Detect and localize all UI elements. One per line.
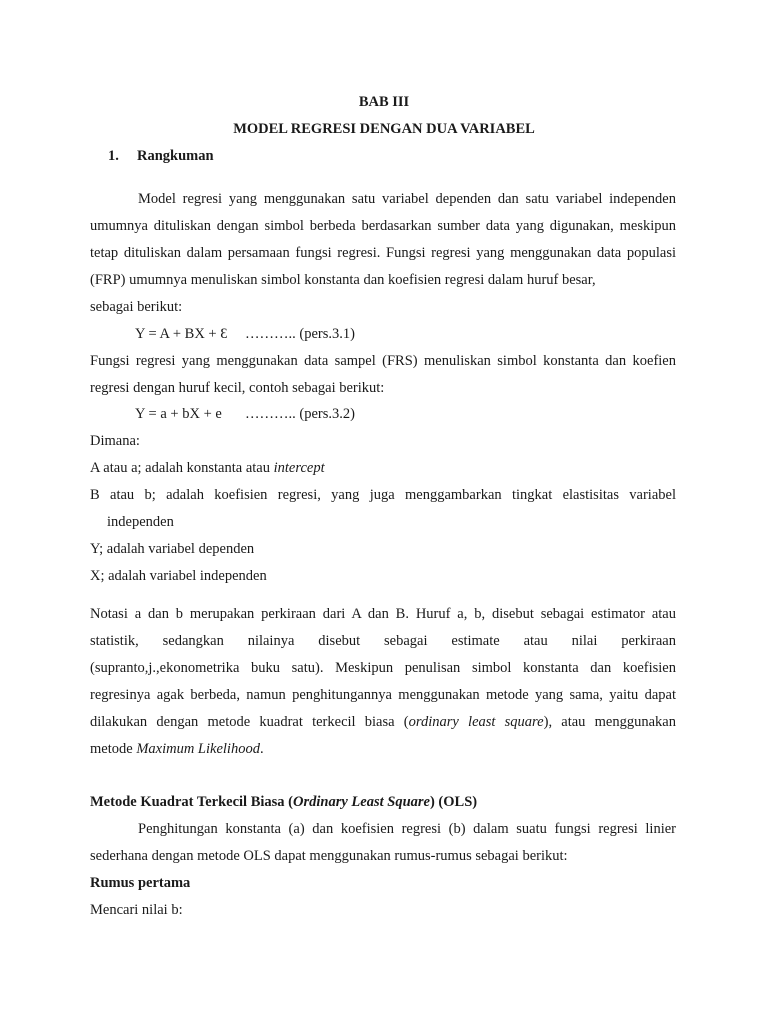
def-a: A atau a; adalah konstanta atau intercept: [90, 460, 325, 476]
para3-line3: (supranto,j.,ekonometrika buku satu). Meskipun penulisan simbol konstanta dan koefisien: [90, 660, 676, 676]
para2-line2: regresi dengan huruf kecil, contoh sebagai berikut:: [90, 380, 385, 396]
para3-line4: regresinya agak berbeda, namun penghitungannya menggunakan metode yang sama, yaitu dapat: [90, 687, 676, 703]
para1-line1: Model regresi yang menggunakan satu variabel dependen dan satu variabel independen: [138, 191, 676, 207]
para3-line5: dilakukan dengan metode kuadrat terkecil biasa (ordinary least square), atau menggunakan: [90, 714, 676, 730]
rumus-heading: Rumus pertama: [90, 875, 191, 891]
equation-1: Y = A + BX + Ɛ: [135, 326, 228, 342]
ols-line2: sederhana dengan metode OLS dapat menggunakan rumus-rumus sebagai berikut:: [90, 848, 568, 864]
para3-line6: metode Maximum Likelihood.: [90, 741, 264, 757]
def-y: Y; adalah variabel dependen: [90, 541, 255, 557]
para3-line1: Notasi a dan b merupakan perkiraan dari A dan B. Huruf a, b, disebut sebagai estimator atau: [90, 606, 676, 622]
rumus-line1: Mencari nilai b:: [90, 902, 183, 918]
equation-2: Y = a + bX + e: [135, 406, 222, 422]
equation-2-ref: ……….. (pers.3.2): [245, 406, 355, 422]
def-b-line2: independen: [107, 514, 174, 530]
chapter-title: MODEL REGRESI DENGAN DUA VARIABEL: [233, 121, 535, 137]
section-title: Rangkuman: [137, 148, 214, 164]
ols-heading: Metode Kuadrat Terkecil Biasa (Ordinary Least Square) (OLS): [90, 794, 478, 810]
chapter-heading: BAB III: [358, 94, 410, 110]
para2-line1: Fungsi regresi yang menggunakan data sampel (FRS) menuliskan simbol konstanta dan koefien: [90, 353, 676, 369]
equation-1-ref: ……….. (pers.3.1): [245, 326, 355, 342]
para1-line3: tetap dituliskan dalam persamaan fungsi regresi. Fungsi regresi yang menggunakan data populasi: [90, 245, 676, 261]
def-x: X; adalah variabel independen: [90, 568, 267, 584]
ols-line1: Penghitungan konstanta (a) dan koefisien regresi (b) dalam suatu fungsi regresi linier: [138, 821, 676, 837]
para1-line4: (FRP) umumnya menuliskan simbol konstanta dan koefisien regresi dalam huruf besar,: [90, 272, 596, 288]
def-b-line1: B atau b; adalah koefisien regresi, yang juga menggambarkan tingkat elastisitas variabel: [90, 487, 676, 503]
dimana-label: Dimana:: [90, 433, 140, 449]
para1-line5: sebagai berikut:: [90, 299, 183, 315]
para3-line2: statistik, sedangkan nilainya disebut sebagai estimate atau nilai perkiraan: [90, 633, 676, 649]
section-number: 1.: [108, 148, 119, 164]
para1-line2: umumnya dituliskan dengan simbol berbeda berdasarkan sumber data yang digunakan, meskipun: [90, 218, 676, 234]
